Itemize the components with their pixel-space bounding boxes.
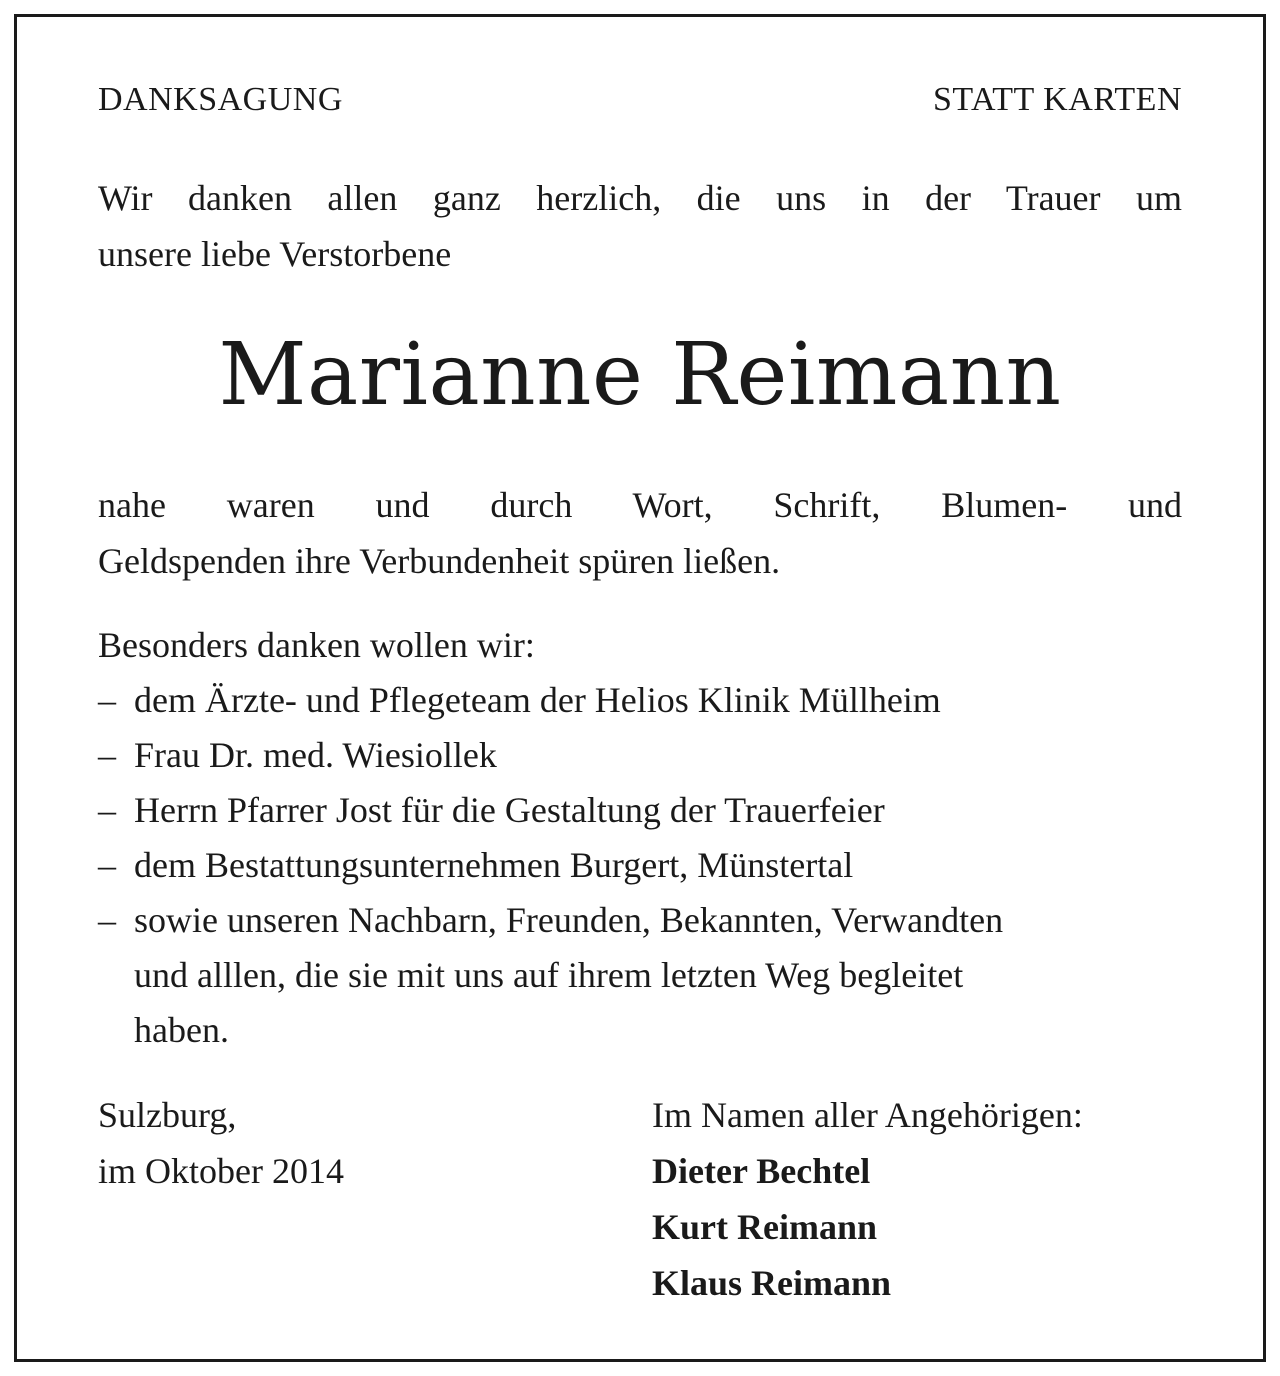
dash-marker: – [98, 845, 116, 885]
dash-marker: – [98, 735, 116, 775]
date: im Oktober 2014 [98, 1151, 344, 1191]
thanks-heading: Besonders danken wollen wir: [98, 625, 535, 665]
intro-line-2: unsere liebe Verstorbene [98, 234, 452, 274]
list-item [98, 893, 1182, 1058]
list-item [98, 673, 1182, 728]
signatories [652, 1087, 1083, 1311]
place: Sulzburg, [98, 1095, 237, 1135]
list-item-text: dem Bestattungsunternehmen Burgert, Münstertal [134, 845, 854, 885]
list-item-text: Herrn Pfarrer Jost für die Gestaltung der Trauerfeier [134, 790, 885, 830]
list-item-text-line-1: sowie unseren Nachbarn, Freunden, Bekannten, Verwandten [134, 900, 1004, 940]
after-name-line-2: Geldspenden ihre Verbundenheit spüren ließen. [98, 541, 781, 581]
list-item [98, 783, 1182, 838]
signatory-name: Kurt Reimann [652, 1207, 877, 1247]
after-name-line-1: nahe waren und durch Wort, Schrift, Blumen- und [98, 485, 1182, 525]
list-item-text: Frau Dr. med. Wiesiollek [134, 735, 497, 775]
list-item-text-line-3: haben. [134, 1010, 229, 1050]
thanks-list [98, 618, 1182, 1058]
intro-line-1: Wir danken allen ganz herzlich, die uns in der Trauer um [98, 178, 1182, 218]
dash-marker: – [98, 790, 116, 830]
signatory-name: Dieter Bechtel [652, 1151, 871, 1191]
list-item [98, 838, 1182, 893]
list-item-text-line-2: und alllen, die sie mit uns auf ihrem letzten Weg begleitet [134, 955, 964, 995]
deceased-name: Marianne Reimann [218, 325, 1062, 425]
place-date [98, 1087, 344, 1199]
intro-paragraph [98, 170, 1182, 282]
signatory-name: Klaus Reimann [652, 1263, 892, 1303]
signatories-intro: Im Namen aller Angehörigen: [652, 1095, 1083, 1135]
list-item [98, 728, 1182, 783]
header-danksagung: DANKSAGUNG [98, 81, 343, 118]
dash-marker: – [98, 680, 116, 720]
header-statt-karten: STATT KARTEN [933, 81, 1182, 118]
after-name-paragraph [98, 477, 1182, 589]
list-item-text: dem Ärzte- und Pflegeteam der Helios Klinik Müllheim [134, 680, 941, 720]
dash-marker: – [98, 900, 116, 940]
